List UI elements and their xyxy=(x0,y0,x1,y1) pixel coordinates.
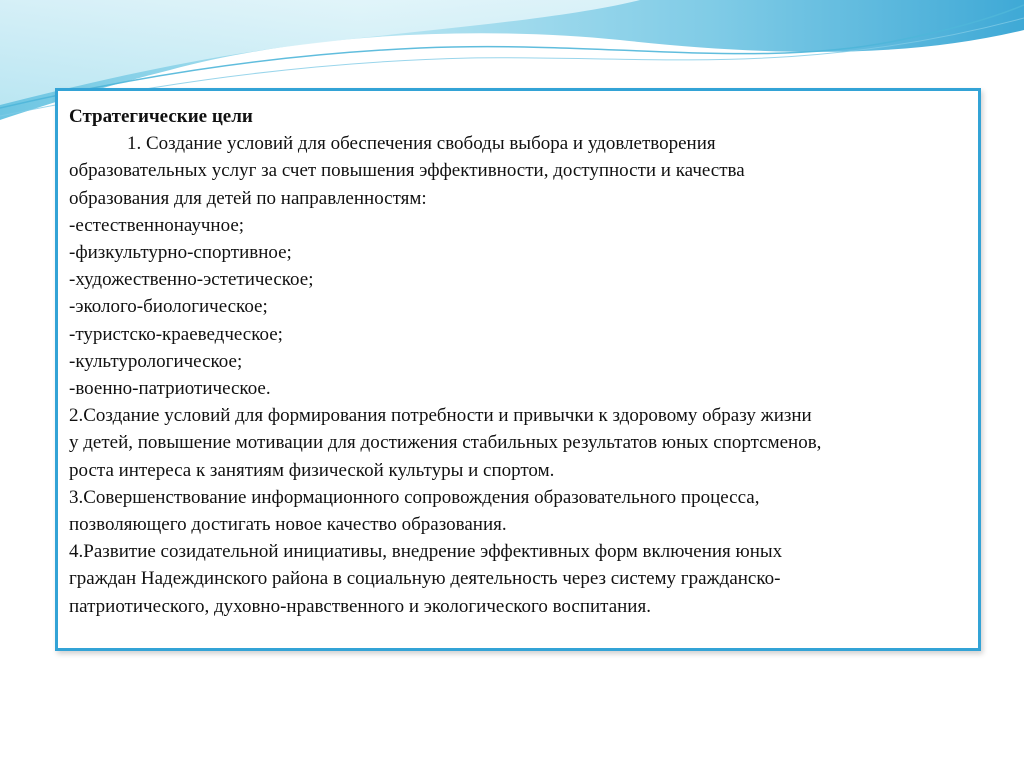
text-line: -художественно-эстетическое; xyxy=(69,269,314,291)
text-line: -естественнонаучное; xyxy=(69,214,245,236)
text-line: образовательных услуг за счет повышения эффективности, доступности и качества xyxy=(69,160,745,182)
text-line: 1. Создание условий для обеспечения свободы выбора и удовлетворения xyxy=(127,133,716,155)
text-line: -военно-патриотическое. xyxy=(69,378,271,400)
text-line: -культурологическое; xyxy=(69,350,243,372)
slide-title: Стратегические цели xyxy=(69,106,253,127)
text-line: образования для детей по направленностям: xyxy=(69,187,427,209)
content-frame xyxy=(55,88,981,651)
text-line: 2.Создание условий для формирования потребности и привычки к здоровому образу жизни xyxy=(69,405,812,427)
text-line: патриотического, духовно-нравственного и экологического воспитания. xyxy=(69,595,651,617)
text-line: -эколого-биологическое; xyxy=(69,296,268,318)
text-line: граждан Надеждинского района в социальную деятельность через систему гражданско- xyxy=(69,568,781,590)
text-line: позволяющего достигать новое качество образования. xyxy=(69,514,507,536)
text-line: -туристско-краеведческое; xyxy=(69,323,283,345)
text-line: у детей, повышение мотивации для достижения стабильных результатов юных спортсменов, xyxy=(69,432,822,454)
text-line: -физкультурно-спортивное; xyxy=(69,242,292,264)
text-line: роста интереса к занятиям физической культуры и спортом. xyxy=(69,459,555,481)
text-line: 3.Совершенствование информационного сопровождения образовательного процесса, xyxy=(69,486,760,508)
text-line: 4.Развитие созидательной инициативы, внедрение эффективных форм включения юных xyxy=(69,541,783,563)
